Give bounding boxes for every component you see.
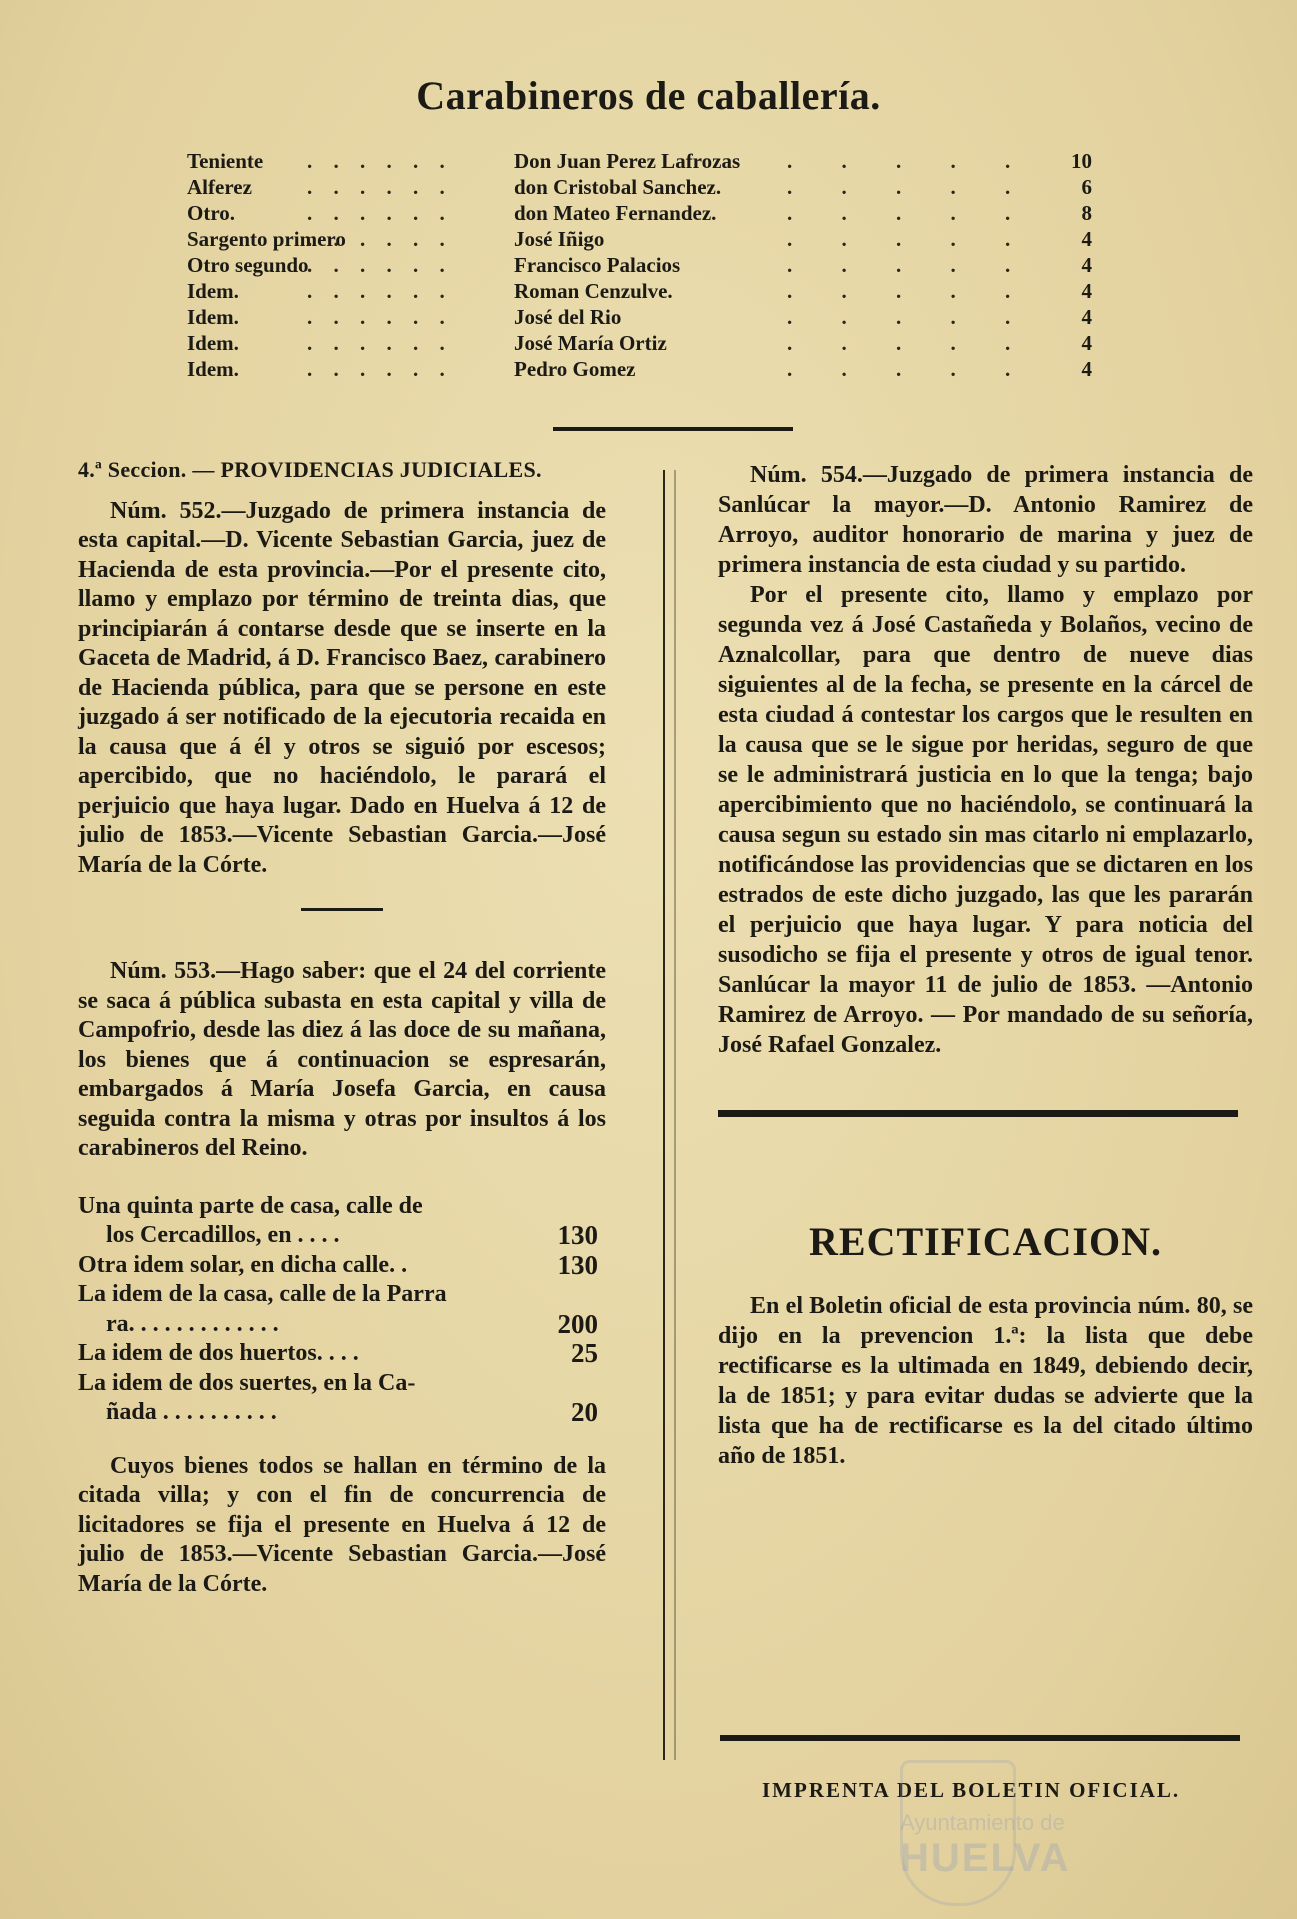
rectification-title: RECTIFICACION. [809, 1219, 1162, 1264]
roster-amount: 4 [1081, 227, 1092, 251]
notice-554-body: Por el presente cito, llamo y emplazo por segunda vez á José Castañeda y Bolaños, vecino de Aznalcollar, para que dentro de nueve dias siguientes al de la fecha, se presente en la cárcel de esta ciudad á contestar los cargos que le resulten en la causa que se le sigue por heridas, seguro de que se le administrará justicia en lo que la tenga; bajo apercibimiento que no haciéndolo, se continuará la causa segun su estado sin mas citarlo ni emplazarlo, notificándose las providencias que se dictaren en los estrados de este dicho juzgado, las que les pararán el perjuicio que haya lugar. Y para noticia del susodicho se fija el presente y otros de igual tenor. Sanlúcar la mayor 11 de julio de 1853. —Antonio Ramirez de Arroyo. — Por mandado de su señoría, José Rafael Gonzalez. [718, 582, 1253, 1058]
roster-row [187, 304, 1092, 330]
roster-row [187, 330, 1092, 356]
roster-rank: Otro. [187, 201, 236, 225]
watermark-line2: HUELVA [900, 1836, 1071, 1880]
roster-rank: Alferez [187, 175, 252, 199]
auction-item-amount: 20 [571, 1397, 598, 1427]
leader-dots: . . . . . [787, 279, 1033, 303]
notice-554-heading: Núm. 554.—Juzgado de primera instancia de Sanlúcar la mayor.—D. Antonio Ramirez de Arroyo, auditor honorario de marina y juez de primera instancia de esta ciudad y su partido. [718, 462, 1253, 578]
roster-name: José María Ortiz [514, 331, 667, 355]
auction-item-amount: 200 [557, 1308, 598, 1339]
roster-name: José Iñigo [514, 227, 605, 251]
notice-separator [301, 908, 383, 911]
leader-dots: . . . . . [787, 149, 1033, 173]
roster-name: Don Juan Perez Lafrozas [514, 149, 741, 173]
roster-rank: Idem. [187, 305, 239, 329]
column-divider [663, 470, 665, 1760]
rectification-top-rule [718, 1110, 1238, 1117]
auction-item-cont: ra. . . . . . . . . . . . . [106, 1310, 279, 1337]
leader-dots: . . . . . [787, 357, 1033, 381]
auction-item-amount: 130 [557, 1220, 598, 1250]
roster-rank: Idem. [187, 279, 239, 303]
roster-amount: 4 [1081, 357, 1092, 381]
roster-row [187, 252, 1092, 278]
roster-name: Francisco Palacios [514, 253, 681, 277]
auction-item-label: Una quinta parte de casa, calle de [78, 1192, 423, 1219]
auction-item [78, 1339, 606, 1369]
watermark [900, 1810, 1071, 1881]
auction-item-cont: ñada . . . . . . . . . . [106, 1399, 277, 1425]
roster-row [187, 174, 1092, 200]
column-divider-right [674, 470, 676, 1760]
page-title: Carabineros de caballería. [416, 73, 881, 118]
auction-item-amount: 130 [557, 1249, 598, 1280]
leader-dots: . . . . . . [307, 227, 453, 251]
notice-553: Núm. 553.—Hago saber: que el 24 del corriente se saca á pública subasta en esta capital y villa de Campofrio, desde las diez á las doce de su mañana, los bienes que á continuacion se espresarán, embargados á María Josefa Garcia, en causa seguida contra la misma y otras por insultos á los carabineros del Reino. [78, 958, 606, 1161]
roster-table [187, 148, 1092, 382]
auction-item [78, 1192, 606, 1251]
roster-amount: 4 [1081, 305, 1092, 329]
notice-552: Núm. 552.—Juzgado de primera instancia de esta capital.—D. Vicente Sebastian Garcia, juez de Hacienda de esta provincia.—Por el presente cito, llamo y emplazo por término de treinta dias, que principiarán á contarse desde que se inserte en la Gaceta de Madrid, á D. Francisco Baez, carabinero de Hacienda pública, para que se persone en este juzgado á ser notificado de la ejecutoria recaida en la causa que á él y otros se siguió por escesos; apercibido, que no haciéndolo, le parará el perjuicio que haya lugar. Dado en Huelva á 12 de julio de 1853.—Vicente Sebastian Garcia.—José María de la Córte. [78, 497, 606, 878]
leader-dots: . . . . . . [307, 357, 453, 381]
divider-rule [553, 427, 793, 431]
bottom-rule [720, 1735, 1240, 1741]
roster-amount: 4 [1081, 331, 1092, 355]
leader-dots: . . . . . [787, 331, 1033, 355]
notice-553-closing: Cuyos bienes todos se hallan en término de la citada villa; y con el fin de concurrencia de licitadores se fija el presente en Huelva á 12 de julio de 1853.—Vicente Sebastian Garcia.—José María de la Córte. [78, 1452, 606, 1597]
section-heading: 4.ª Seccion. — PROVIDENCIAS JUDICIALES. [78, 457, 542, 482]
right-column [718, 460, 1253, 1471]
roster-row [187, 356, 1092, 382]
auction-item [78, 1251, 606, 1281]
auction-item-label: La idem de la casa, calle de la Parra [78, 1281, 447, 1307]
auction-items [78, 1192, 606, 1428]
roster-row [187, 200, 1092, 226]
roster-amount: 6 [1081, 175, 1092, 199]
leader-dots: . . . . . . [307, 305, 453, 329]
leader-dots: . . . . . . [307, 279, 453, 303]
left-column [78, 455, 606, 1599]
auction-item [78, 1280, 606, 1339]
auction-item-cont: los Cercadillos, en . . . . [106, 1222, 340, 1248]
roster-amount: 8 [1081, 201, 1092, 225]
leader-dots: . . . . . . [307, 175, 453, 199]
leader-dots: . . . . . [787, 253, 1033, 277]
printer-imprint: IMPRENTA DEL BOLETIN OFICIAL. [762, 1778, 1181, 1802]
roster-rank: Teniente [187, 149, 264, 173]
roster-name: Roman Cenzulve. [514, 279, 673, 303]
roster-amount: 4 [1081, 279, 1092, 303]
roster-name: don Cristobal Sanchez. [514, 175, 722, 199]
watermark-line1: Ayuntamiento de [900, 1810, 1065, 1835]
roster-name: don Mateo Fernandez. [514, 201, 717, 225]
leader-dots: . . . . . [787, 305, 1033, 329]
rectification-body: En el Boletin oficial de esta provincia núm. 80, se dijo en la prevencion 1.ª: la lista que debe rectificarse es la ultimada en 1849, debiendo decir, la de 1851; y para evitar dudas se advierte que la lista que ha de rectificarse es la del citado último año de 1851. [718, 1293, 1253, 1469]
leader-dots: . . . . . . [307, 331, 453, 355]
auction-item-amount: 25 [571, 1338, 598, 1368]
auction-item [78, 1369, 606, 1428]
roster-name: Pedro Gomez [514, 357, 636, 381]
leader-dots: . . . . . . [307, 149, 453, 173]
leader-dots: . . . . . [787, 201, 1033, 225]
roster-amount: 10 [1071, 149, 1092, 173]
auction-item-label: La idem de dos suertes, en la Ca- [78, 1369, 416, 1396]
roster-row [187, 226, 1092, 252]
roster-amount: 4 [1081, 253, 1092, 277]
roster-rank: Sargento primero [187, 227, 346, 251]
roster-rank: Otro segundo [187, 253, 309, 277]
auction-item-label: La idem de dos huertos. . . . [78, 1340, 359, 1366]
roster-rank: Idem. [187, 357, 239, 381]
leader-dots: . . . . . [787, 227, 1033, 251]
leader-dots: . . . . . . [307, 253, 453, 277]
roster-row [187, 148, 1092, 174]
leader-dots: . . . . . [787, 175, 1033, 199]
roster-rank: Idem. [187, 331, 239, 355]
roster-name: José del Rio [514, 305, 622, 329]
leader-dots: . . . . . . [307, 201, 453, 225]
roster-row [187, 278, 1092, 304]
auction-item-label: Otra idem solar, en dicha calle. . [78, 1251, 408, 1278]
